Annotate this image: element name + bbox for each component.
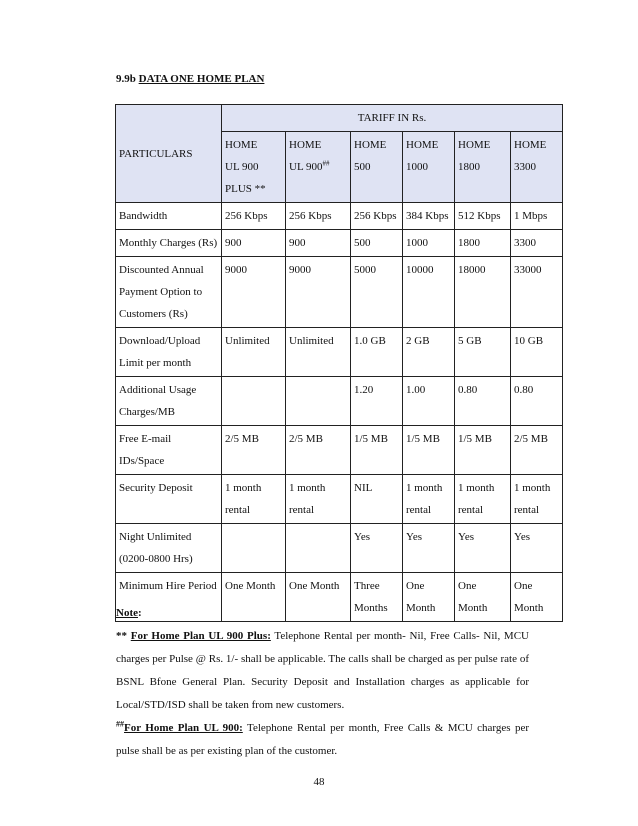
section-title: DATA ONE HOME PLAN bbox=[138, 73, 265, 85]
table-cell: 3300 bbox=[511, 230, 563, 257]
table-cell: 1.00 bbox=[403, 377, 455, 426]
table-cell: 9000 bbox=[222, 257, 286, 328]
table-cell: One Month bbox=[455, 573, 511, 622]
table-row bbox=[116, 426, 563, 475]
table-cell: One Month bbox=[222, 573, 286, 622]
table-cell: Yes bbox=[351, 524, 403, 573]
table-row bbox=[116, 328, 563, 377]
table-cell: 10 GB bbox=[511, 328, 563, 377]
row-label: Discounted Annual Payment Option to Customers (Rs) bbox=[116, 257, 222, 328]
table-cell: 500 bbox=[351, 230, 403, 257]
table-cell: 2/5 MB bbox=[286, 426, 351, 475]
table-cell: 1800 bbox=[455, 230, 511, 257]
table-cell bbox=[286, 524, 351, 573]
table-cell: 1 month rental bbox=[455, 475, 511, 524]
note-heading-ul900plus: For Home Plan UL 900 Plus: bbox=[130, 630, 271, 642]
table-cell bbox=[222, 377, 286, 426]
table-cell: Yes bbox=[511, 524, 563, 573]
table-cell: Unlimited bbox=[222, 328, 286, 377]
table-cell: 10000 bbox=[403, 257, 455, 328]
page-number: 48 bbox=[313, 776, 325, 788]
footnote-marker: ## bbox=[322, 159, 330, 168]
section-number: 9.9b bbox=[116, 73, 136, 85]
tariff-header: TARIFF IN Rs. bbox=[222, 105, 563, 132]
table-cell: 384 Kbps bbox=[403, 203, 455, 230]
row-label: Free E-mail IDs/Space bbox=[116, 426, 222, 475]
note-marker-double-hash: ## bbox=[116, 719, 124, 729]
table-cell: 2/5 MB bbox=[222, 426, 286, 475]
table-row bbox=[116, 203, 563, 230]
table-cell: NIL bbox=[351, 475, 403, 524]
table-row bbox=[116, 475, 563, 524]
table-cell: Unlimited bbox=[286, 328, 351, 377]
notes-section bbox=[116, 602, 529, 763]
table-cell: 900 bbox=[222, 230, 286, 257]
table-row bbox=[116, 377, 563, 426]
note-marker-double-star: ** bbox=[116, 630, 127, 642]
table-cell: 1 month rental bbox=[403, 475, 455, 524]
table-cell: 1/5 MB bbox=[351, 426, 403, 475]
note-text-ul900plus: Telephone Rental per month- Nil, Free Calls- Nil, MCU charges per Pulse @ Rs. 1/- shall be applicable. The calls shall be charged as per pulse rate of BSNL Bfone General Plan. Security Deposit and Installation charges as applicable for Local/STD/ISD shall be taken from new customers. bbox=[116, 630, 529, 711]
plan-header-ul900plus: HOME UL 900 PLUS ** bbox=[222, 132, 286, 203]
table-cell bbox=[222, 524, 286, 573]
note-heading-ul900: For Home Plan UL 900: bbox=[124, 722, 243, 734]
table-cell: 1 month rental bbox=[511, 475, 563, 524]
table-row bbox=[116, 524, 563, 573]
table-cell: 1000 bbox=[403, 230, 455, 257]
note-title: Note: bbox=[116, 607, 142, 619]
table-cell: 1 Mbps bbox=[511, 203, 563, 230]
plan-header-1800: HOME 1800 bbox=[455, 132, 511, 203]
table-cell: 9000 bbox=[286, 257, 351, 328]
row-label: Download/Upload Limit per month bbox=[116, 328, 222, 377]
table-cell: 1.20 bbox=[351, 377, 403, 426]
table-row bbox=[116, 230, 563, 257]
row-label: Minimum Hire Period bbox=[116, 573, 222, 622]
row-label: Monthly Charges (Rs) bbox=[116, 230, 222, 257]
table-cell bbox=[286, 377, 351, 426]
table-cell: 1 month rental bbox=[222, 475, 286, 524]
table-cell: 2 GB bbox=[403, 328, 455, 377]
table-cell: 0.80 bbox=[511, 377, 563, 426]
table-cell: 5000 bbox=[351, 257, 403, 328]
table-cell: 1.0 GB bbox=[351, 328, 403, 377]
table-cell: Yes bbox=[455, 524, 511, 573]
table-cell: 256 Kbps bbox=[222, 203, 286, 230]
tariff-table bbox=[115, 104, 563, 622]
row-label: Bandwidth bbox=[116, 203, 222, 230]
table-cell: One Month bbox=[403, 573, 455, 622]
note-text-ul900: Telephone Rental per month, Free Calls & MCU charges per pulse shall be as per existing plan of the customer. bbox=[116, 722, 529, 757]
table-cell: Yes bbox=[403, 524, 455, 573]
section-heading bbox=[116, 73, 264, 85]
table-cell: 512 Kbps bbox=[455, 203, 511, 230]
table-cell: 256 Kbps bbox=[351, 203, 403, 230]
table-cell: 18000 bbox=[455, 257, 511, 328]
table-cell: 1/5 MB bbox=[403, 426, 455, 475]
table-cell: One Month bbox=[511, 573, 563, 622]
plan-header-ul900: HOME UL 900## bbox=[286, 132, 351, 203]
table-cell: 2/5 MB bbox=[511, 426, 563, 475]
note-ul900 bbox=[116, 717, 529, 763]
row-label: Security Deposit bbox=[116, 475, 222, 524]
note-ul900plus bbox=[116, 625, 529, 717]
table-body bbox=[116, 203, 563, 622]
table-cell: 1/5 MB bbox=[455, 426, 511, 475]
table-cell: 1 month rental bbox=[286, 475, 351, 524]
plan-header-3300: HOME 3300 bbox=[511, 132, 563, 203]
table-cell: 0.80 bbox=[455, 377, 511, 426]
plan-header-500: HOME 500 bbox=[351, 132, 403, 203]
table-cell: 256 Kbps bbox=[286, 203, 351, 230]
particulars-header: PARTICULARS bbox=[116, 105, 222, 203]
table-cell: One Month bbox=[286, 573, 351, 622]
table-cell: 5 GB bbox=[455, 328, 511, 377]
plan-header-1000: HOME 1000 bbox=[403, 132, 455, 203]
row-label: Night Unlimited (0200-0800 Hrs) bbox=[116, 524, 222, 573]
table-row bbox=[116, 257, 563, 328]
table-cell: 33000 bbox=[511, 257, 563, 328]
table-cell: 900 bbox=[286, 230, 351, 257]
table-header-row-tariff bbox=[116, 105, 563, 132]
table-cell: Three Months bbox=[351, 573, 403, 622]
row-label: Additional Usage Charges/MB bbox=[116, 377, 222, 426]
